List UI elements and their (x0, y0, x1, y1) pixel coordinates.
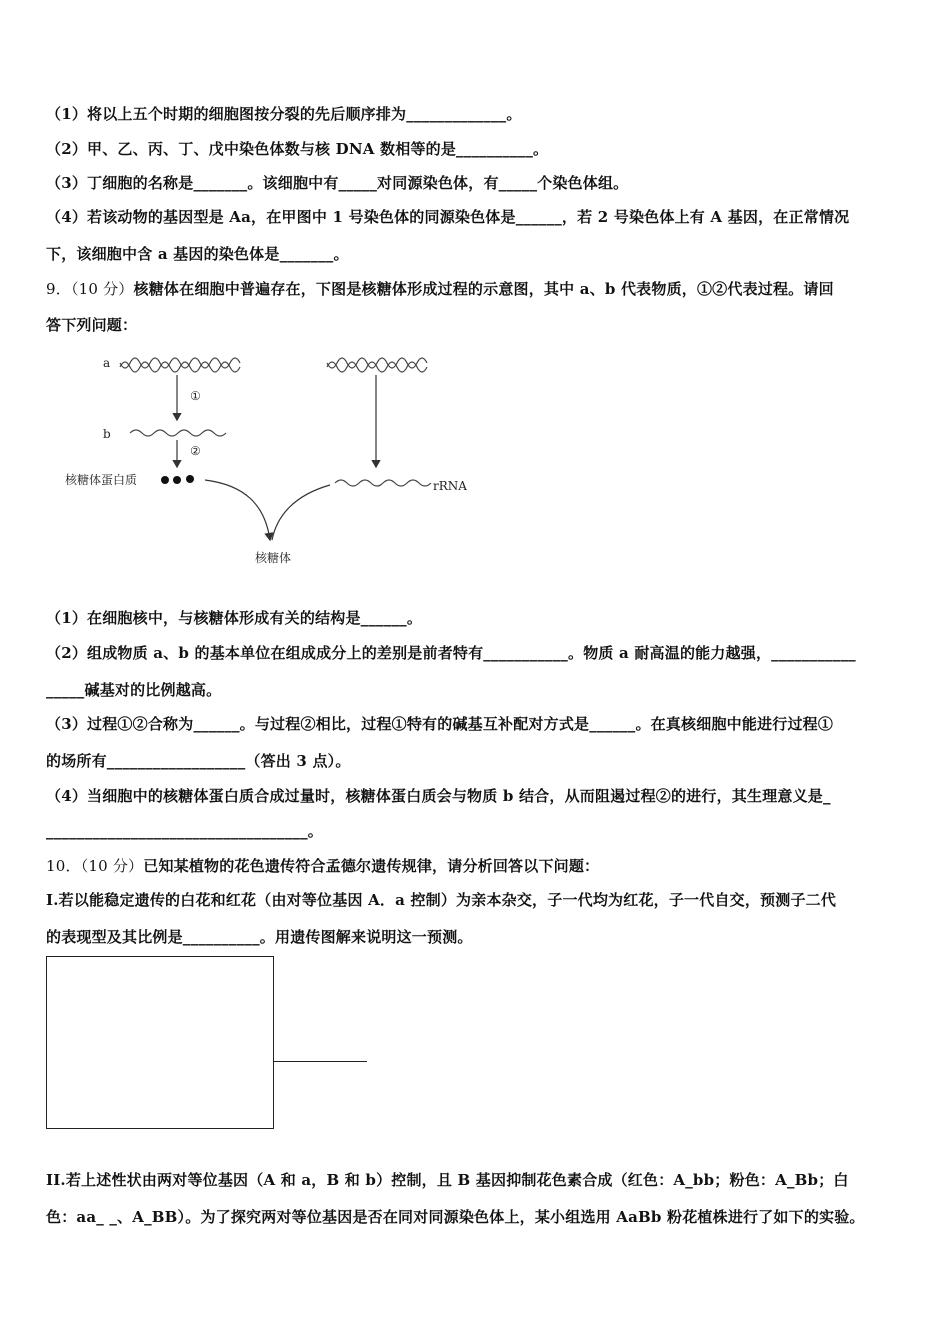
arrow-rrna-to-ribosome (272, 485, 330, 540)
q10-intro (46, 855, 599, 876)
step1-label: ① (190, 389, 201, 403)
q10-part1-line1: I.若以能稳定遗传的白花和红花（由对等位基因 A．a 控制）为亲本杂交，子一代均为红花，子一代自交，预测子二代 (46, 891, 837, 909)
step2-label: ② (190, 444, 201, 458)
q10-number: 10． (46, 857, 81, 875)
q9-intro-line1 (46, 278, 834, 299)
q9-part1: （1）在细胞核中，与核糖体形成有关的结构是______。 (46, 609, 423, 627)
rrna-label: rRNA (433, 479, 467, 493)
q9-part4-line2: __________________________________。 (46, 822, 323, 840)
dna-helix-a (120, 358, 240, 372)
ribosome-formation-diagram (65, 345, 495, 575)
q9-part3-line2: 的场所有__________________（答出 3 点）。 (46, 752, 351, 770)
q8-part1: （1）将以上五个时期的细胞图按分裂的先后顺序排为_____________。 (46, 105, 522, 123)
arrow-protein-to-ribosome (205, 480, 270, 540)
ribosome-label: 核糖体 (255, 551, 292, 565)
protein-dot (173, 476, 181, 484)
label-a: a (103, 356, 111, 370)
q8-part3: （3）丁细胞的名称是_______。该细胞中有_____对同源染色体，有_____个染色体组。 (46, 174, 629, 192)
q9-intro-line2: 答下列问题： (46, 316, 138, 334)
q8-part4-line2: 下，该细胞中含 a 基因的染色体是_______。 (46, 245, 349, 263)
label-b: b (103, 427, 111, 441)
q8-part2: （2）甲、乙、丙、丁、戊中染色体数与核 DNA 数相等的是__________。 (46, 140, 549, 158)
q9-intro-text: 核糖体在细胞中普遍存在，下图是核糖体形成过程的示意图，其中 a、b 代表物质，①②代表过程。请回 (133, 280, 834, 298)
q8-part4-line1: （4）若该动物的基因型是 Aa，在甲图中 1 号染色体的同源染色体是______，若 2 号染色体上有 A 基因，在正常情况 (46, 208, 850, 226)
answer-blank-line (274, 1061, 367, 1062)
q10-intro-text: 已知某植物的花色遗传符合孟德尔遗传规律，请分析回答以下问题： (143, 857, 600, 875)
q9-number: 9． (46, 280, 71, 298)
q10-part2-line2: 色：aa_ _、A_BB）。为了探究两对等位基因是否在同对同源染色体上，某小组选用 AaBb 粉花植株进行了如下的实验。 (46, 1208, 865, 1226)
q9-part4-line1: （4）当细胞中的核糖体蛋白质合成过量时，核糖体蛋白质会与物质 b 结合，从而阻遏过程②的进行，其生理意义是_ (46, 787, 831, 805)
q10-score: （10 分） (80, 857, 144, 875)
q9-part2-line2: _____碱基对的比例越高。 (46, 681, 222, 699)
q9-score: （10 分） (70, 280, 134, 298)
dna-helix-rrna-gene (327, 358, 427, 372)
q10-part2-line1: II.若上述性状由两对等位基因（A 和 a，B 和 b）控制，且 B 基因抑制花色素合成（红色：A_bb；粉色：A_Bb；白 (46, 1171, 849, 1189)
protein-dot (186, 475, 194, 483)
q9-part3-line1: （3）过程①②合称为______。与过程②相比，过程①特有的碱基互补配对方式是______。在真核细胞中能进行过程① (46, 715, 834, 733)
q9-part2-line1: （2）组成物质 a、b 的基本单位在组成成分上的差别是前者特有___________。物质 a 耐高温的能力越强，___________ (46, 644, 856, 662)
ribosomal-protein-label: 核糖体蛋白质 (65, 473, 138, 487)
q10-part1-line2: 的表现型及其比例是__________。用遗传图解来说明这一预测。 (46, 928, 473, 946)
protein-dot (161, 476, 169, 484)
rrna-strand (335, 480, 431, 486)
mrna-b (130, 430, 226, 436)
genetic-diagram-answer-box[interactable] (46, 956, 274, 1129)
